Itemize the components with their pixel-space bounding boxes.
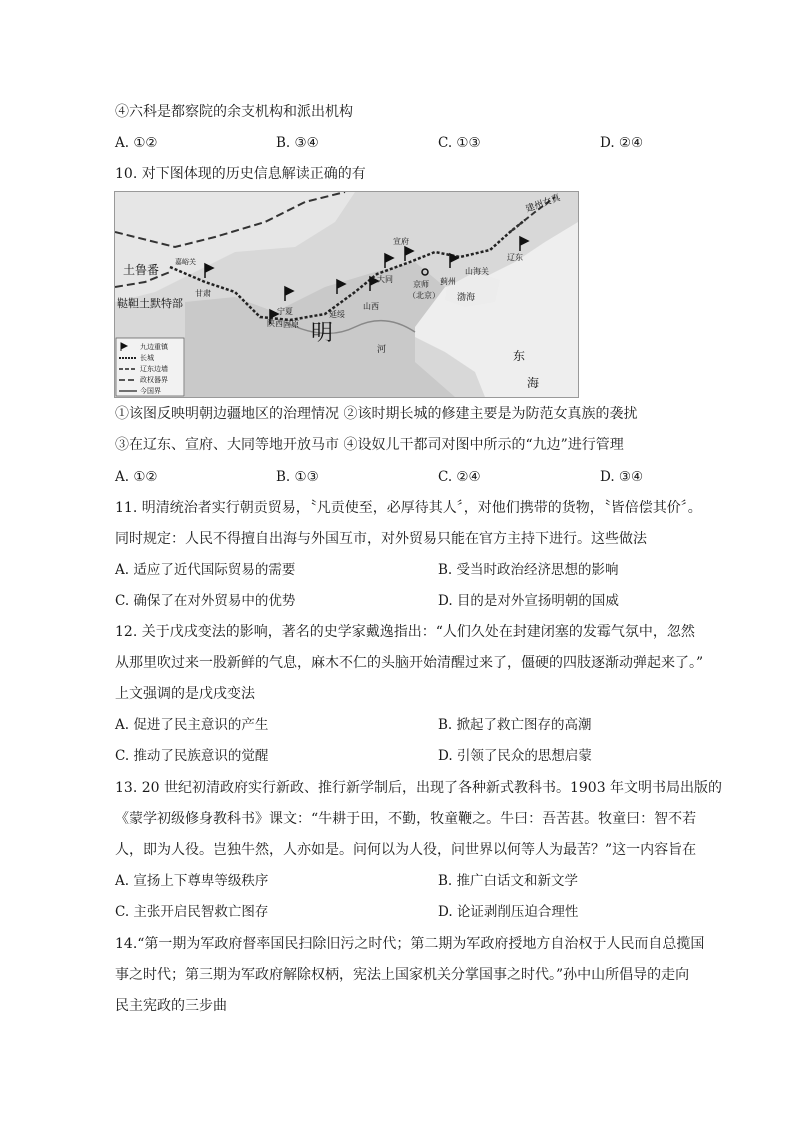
label-dada: 鞑靼土默特部	[117, 297, 183, 310]
flag-gansu	[205, 264, 213, 278]
legend-item-4: 今国界	[140, 387, 161, 395]
legend-item-2: 辽东边墙	[140, 365, 168, 373]
q9-item4: ④六科是都察院的余支机构和派出机构	[115, 104, 353, 120]
legend-item-3: 政权器界	[140, 376, 168, 384]
label-xuanfu: 宣府	[393, 237, 409, 246]
label-dong: 东	[513, 349, 526, 363]
flag-xuanfu	[405, 247, 413, 261]
legend-item-0: 九边重镇	[140, 343, 168, 351]
label-beijing: （北京）	[408, 291, 440, 300]
label-ningxia: 宁夏	[277, 307, 293, 316]
label-liaodong: 辽东	[507, 253, 523, 262]
label-ming: 明	[311, 321, 334, 346]
q13-line-2: 《蒙学初级修身教科书》课文：“牛耕于田，不勤，牧童鞭之。牛曰：吾苦甚。牧童曰：智不若	[115, 811, 697, 827]
label-shanxi: 山西	[363, 302, 379, 311]
q10-option-a[interactable]: A. ①②	[115, 469, 158, 485]
label-shaanxi: 陕西	[267, 319, 283, 328]
q12-option-b[interactable]: B. 掀起了救亡图存的高潮	[438, 717, 592, 733]
north-area	[115, 192, 355, 302]
label-jizhou: 蓟州	[440, 277, 456, 286]
q13-option-b[interactable]: B. 推广白话文和新文学	[438, 873, 579, 889]
flag-ningxia	[285, 287, 293, 301]
q11-option-d[interactable]: D. 目的是对外宣扬明朝的国威	[438, 593, 619, 609]
legend-item-1: 长城	[140, 354, 154, 362]
q13-option-c[interactable]: C. 主张开启民智救亡图存	[115, 904, 269, 920]
label-datong: 大同	[377, 275, 393, 284]
label-guyuan: 固原	[283, 320, 299, 329]
q10-stem: 10. 对下图体现的历史信息解读正确的有	[115, 166, 366, 182]
label-jingshi: 京师	[413, 280, 429, 289]
q10-statement-2: ③在辽东、宣府、大同等地开放马市 ④设奴儿干都司对图中所示的“九边”进行管理	[115, 437, 624, 453]
q12-line-2: 从那里吹过来一股新鲜的气息，麻木不仁的头脑开始清醒过来了，僵硬的四肢逐渐动弹起来了。”	[115, 655, 704, 671]
label-yansui: 延绥	[329, 310, 345, 319]
flag-datong	[385, 254, 393, 268]
q14-line-2: 事之时代；第三期为军政府解除权柄，宪法上国家机关分掌国事之时代。”孙中山所倡导的走向	[115, 967, 690, 983]
label-gansu: 甘肃	[195, 289, 211, 298]
q11-line-1: 11. 明清统治者实行朝贡贸易，〝凡贡使至，必厚待其人〞，对他们携带的货物，〝皆倍偿其价〞。	[115, 500, 702, 516]
label-he: 河	[377, 345, 387, 355]
q9-option-d[interactable]: D. ②④	[600, 135, 644, 151]
label-shanhaiguan: 山海关	[465, 267, 489, 276]
q12-option-c[interactable]: C. 推动了民族意识的觉醒	[115, 748, 269, 764]
q11-option-c[interactable]: C. 确保了在对外贸易中的优势	[115, 593, 296, 609]
q10-statement-1: ①该图反映明朝边疆地区的治理情况 ②该时期长城的修建主要是为防范女真族的袭扰	[115, 406, 638, 422]
q14-line-3: 民主宪政的三步曲	[115, 998, 227, 1014]
q11-line-2: 同时规定：人民不得擅自出海与外国互市，对外贸易只能在官方主持下进行。这些做法	[115, 531, 647, 547]
q12-line-3: 上文强调的是戊戌变法	[115, 686, 255, 702]
q11-option-b[interactable]: B. 受当时政治经济思想的影响	[438, 562, 619, 578]
q10-option-c[interactable]: C. ②④	[438, 469, 481, 485]
q12-option-d[interactable]: D. 引领了民众的思想启蒙	[438, 748, 592, 764]
q12-option-a[interactable]: A. 促进了民主意识的产生	[115, 717, 269, 733]
label-bohai: 渤海	[457, 293, 476, 303]
ming-nine-borders-map	[114, 191, 579, 398]
q9-option-a[interactable]: A. ①②	[115, 135, 158, 151]
label-hai: 海	[527, 376, 540, 390]
label-jiayuguan: 嘉峪关	[175, 258, 196, 266]
q13-line-1: 13. 20 世纪初清政府实行新政、推行新学制后，出现了各种新式教科书。1903 年文明书局出版的	[115, 780, 723, 796]
q9-option-b[interactable]: B. ③④	[276, 135, 319, 151]
q10-option-d[interactable]: D. ③④	[600, 469, 644, 485]
label-jianzhou: 建州女真	[524, 193, 562, 215]
q10-option-b[interactable]: B. ①③	[276, 469, 319, 485]
label-tulufan: 土鲁番	[123, 263, 160, 277]
q13-option-d[interactable]: D. 论证剥削压迫合理性	[438, 904, 579, 920]
q9-option-c[interactable]: C. ①③	[438, 135, 481, 151]
map-legend	[116, 338, 184, 396]
flag-liaodong	[520, 237, 528, 251]
q13-line-3: 人，即为人役。岂独牛然，人亦如是。问何以为人役，问世界以何等人为最苦？”这一内容旨在	[115, 842, 697, 858]
q12-line-1: 12. 关于戊戌变法的影响，著名的史学家戴逸指出：“人们久处在封建闭塞的发霉气氛中，忽然	[115, 624, 695, 640]
q11-option-a[interactable]: A. 适应了近代国际贸易的需要	[115, 562, 296, 578]
q13-option-a[interactable]: A. 宣扬上下尊卑等级秩序	[115, 873, 269, 889]
q14-line-1: 14.“第一期为军政府督率国民扫除旧污之时代；第二期为军政府授地方自治权于人民而自总揽国	[115, 936, 705, 952]
